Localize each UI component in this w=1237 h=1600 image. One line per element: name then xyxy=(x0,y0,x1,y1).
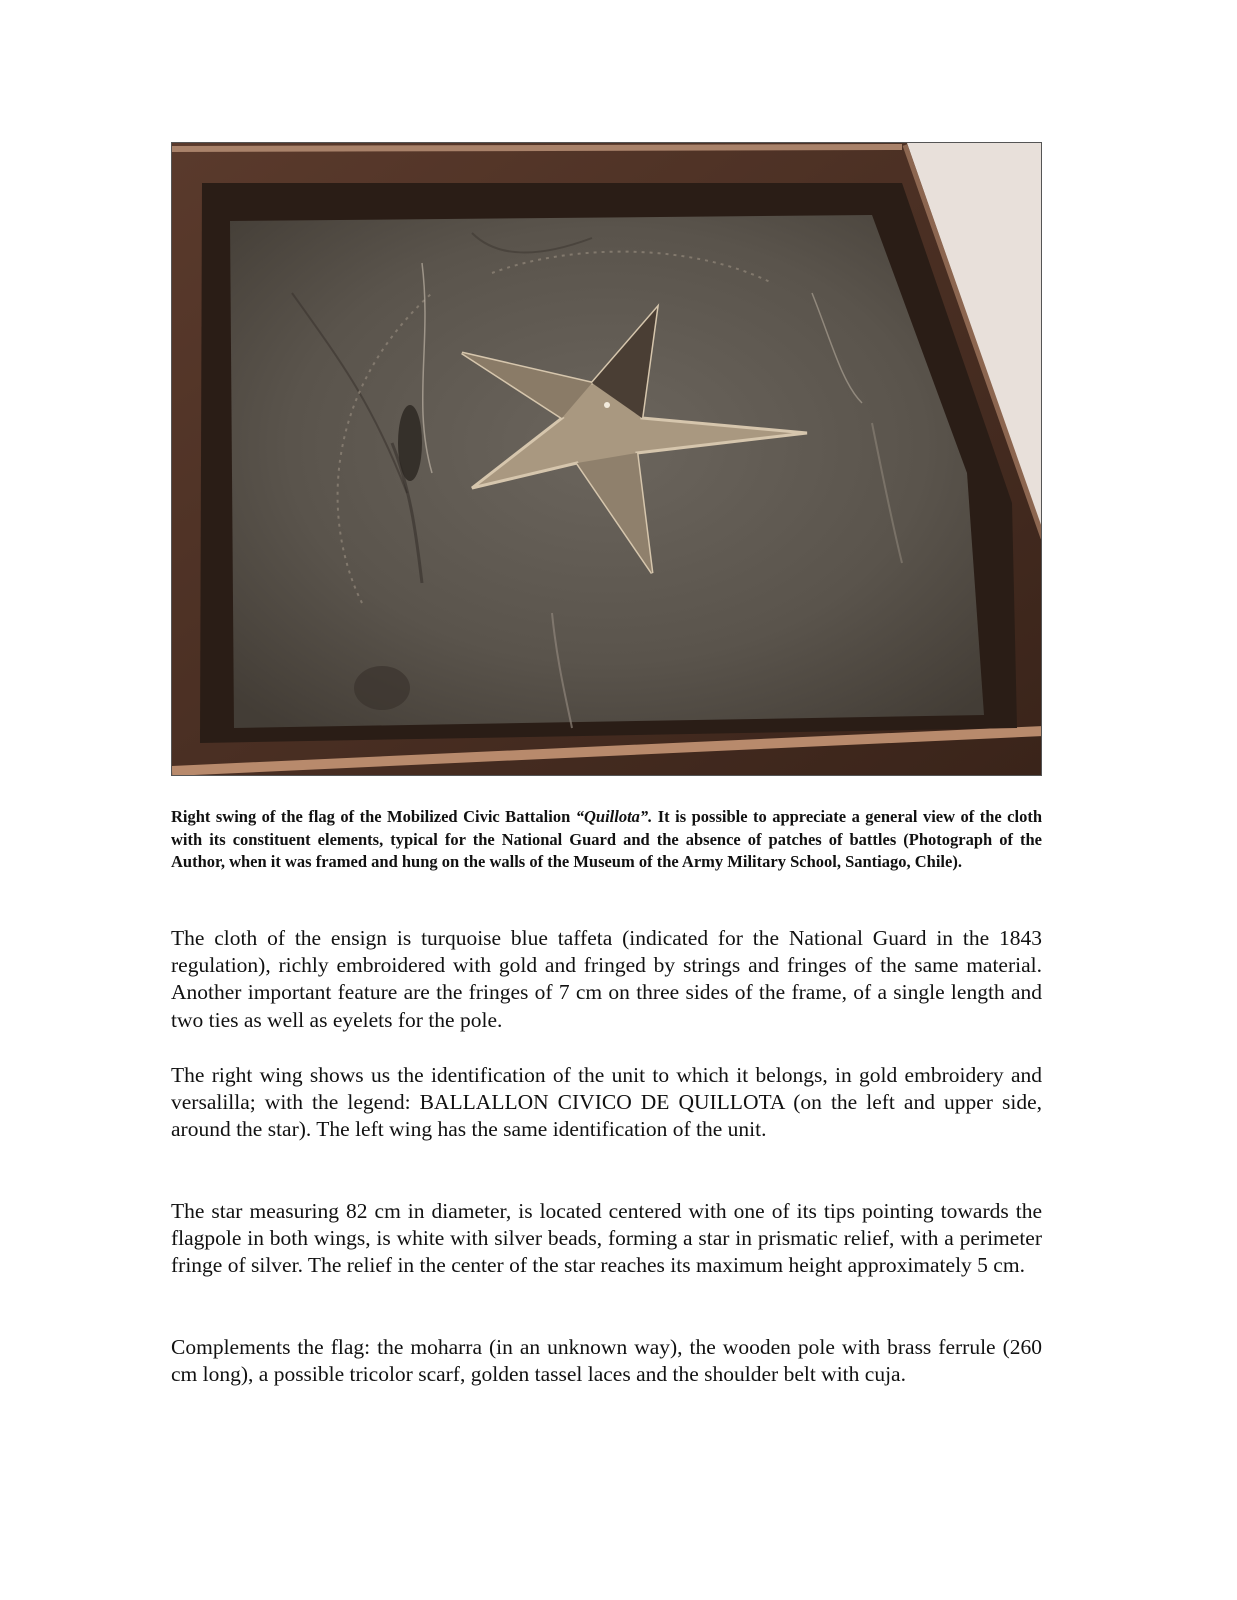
paragraph-star: The star measuring 82 cm in diameter, is located centered with one of its tips pointing towards the flagpole in both wings, is white with silver beads, forming a star in prismatic relief, with a perimeter fringe of silver. The relief in the center of the star reaches its maximum height approximately 5 cm. xyxy=(171,1199,1042,1278)
paragraph-right-wing: The right wing shows us the identification of the unit to which it belongs, in gold embroidery and versalilla; with the legend: BALLALLON CIVICO DE QUILLOTA (on the left and upper side, around the star). The left wing has the same identification of the unit. xyxy=(171,1063,1042,1142)
caption-rest: It is possible to appreciate a general view of the cloth with its constituent elements, typical for the National Guard and the absence of patches of battles (Photograph of the Author, when it was framed and hung on the walls of the Museum of the Army Military School, Santiago, Chile). xyxy=(171,807,1042,871)
paragraph-cloth: The cloth of the ensign is turquoise blue taffeta (indicated for the National Guard in the 1843 regulation), richly embroidered with gold and fringed by strings and fringes of the same material. Another important feature are the fringes of 7 cm on three sides of the frame, of a single length and two ties as well as eyelets for the pole. xyxy=(171,926,1042,1032)
flag-photograph xyxy=(171,142,1042,776)
framed-flag-image xyxy=(172,143,1042,776)
figure-caption xyxy=(171,806,1042,874)
caption-lead: Right swing of the flag of the Mobilized Civic Battalion xyxy=(171,807,576,826)
paragraph-complements: Complements the flag: the moharra (in an unknown way), the wooden pole with brass ferrule (260 cm long), a possible tricolor scarf, golden tassel laces and the shoulder belt with cuja. xyxy=(171,1335,1042,1387)
caption-battalion-name: “Quillota”. xyxy=(575,807,653,826)
